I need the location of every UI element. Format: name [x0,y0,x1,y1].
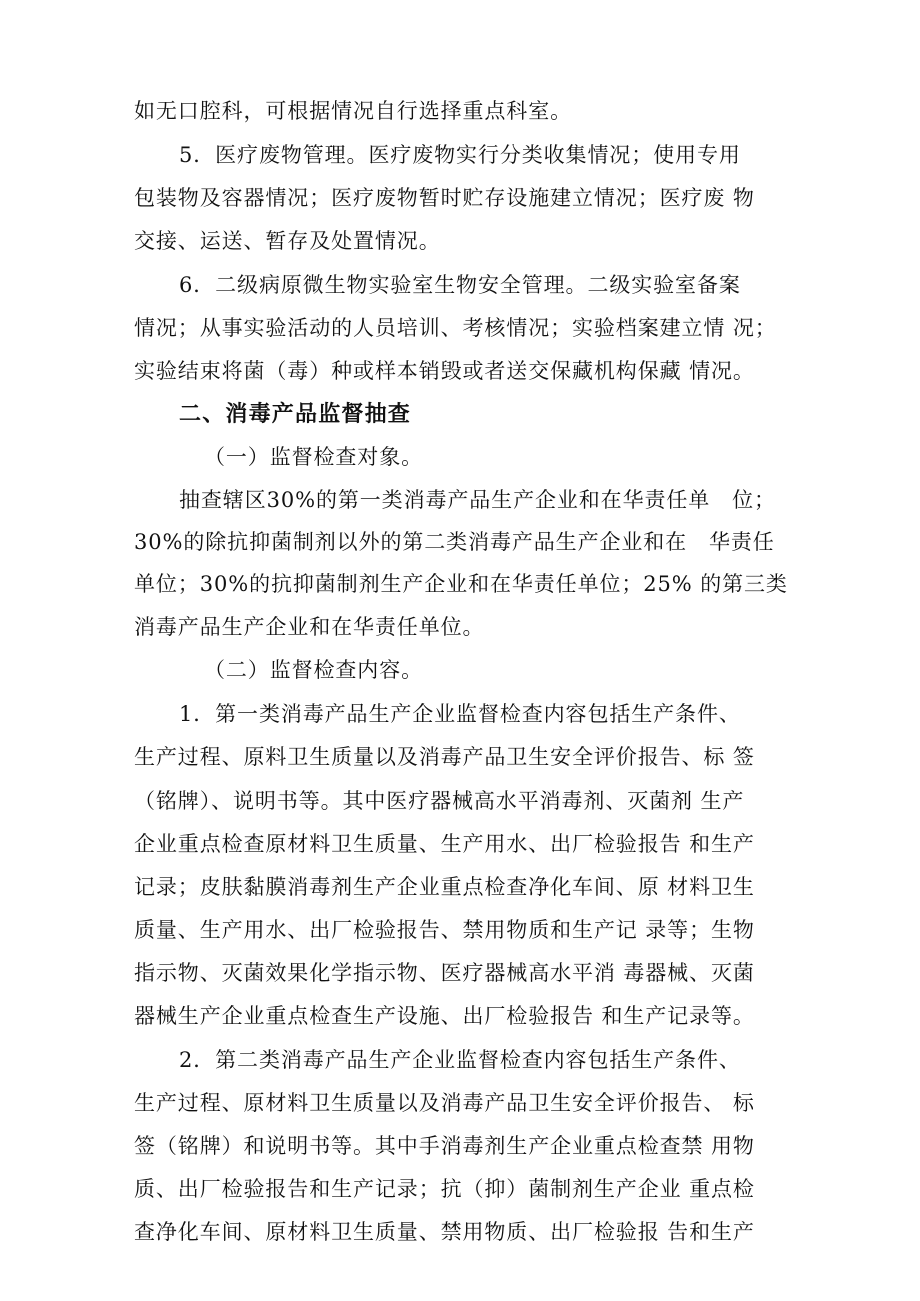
text-line: 查净化车间、原材料卫生质量、禁用物质、出厂检验报 告和生产 [134,1220,755,1244]
text-line: 单位；30%的抗抑菌制剂生产企业和在华责任单位；25% 的第三类 [134,572,788,596]
text-line: 质量、生产用水、出厂检验报告、禁用物质和生产记 录等；生物 [134,918,755,942]
text-line: 器械生产企业重点检查生产设施、出厂检验报告 和生产记录等。 [134,1004,755,1028]
text-line: 交接、运送、暂存及处置情况。 [134,229,441,253]
text-line: 消毒产品生产企业和在华责任单位。 [134,615,485,639]
subsection-heading: （二）监督检查内容。 [204,658,423,682]
text-line: 生产过程、原材料卫生质量以及消毒产品卫生安全评价报告、 标 [134,1091,755,1115]
text-line: 质、出厂检验报告和生产记录；抗（抑）菌制剂生产企业 重点检 [134,1177,755,1201]
text-line: 情况；从事实验活动的人员培训、考核情况；实验档案建立情 况； [134,316,777,340]
subsection-heading: （一）监督检查对象。 [204,445,423,469]
text-line: 签（铭牌）和说明书等。其中手消毒剂生产企业重点检查禁 用物 [134,1134,755,1158]
text-line: 企业重点检查原材料卫生质量、生产用水、出厂检验报告 和生产 [134,832,755,856]
text-line: 2．第二类消毒产品生产企业监督检查内容包括生产条件、 [179,1048,741,1072]
text-line: 如无口腔科，可根据情况自行选择重点科室。 [134,99,572,123]
text-line: 5．医疗废物管理。医疗废物实行分类收集情况；使用专用 [179,143,741,167]
text-line: 生产过程、原料卫生质量以及消毒产品卫生安全评价报告、标 签 [134,745,755,769]
section-heading: 二、消毒产品监督抽查 [179,402,412,427]
text-line: 抽查辖区30%的第一类消毒产品生产企业和在华责任单 位； [179,488,776,512]
text-line: 6．二级病原微生物实验室生物安全管理。二级实验室备案 [179,273,741,297]
text-line: 实验结束将菌（毒）种或样本销毁或者送交保藏机构保藏 情况。 [134,359,755,383]
text-line: 30%的除抗抑菌制剂以外的第二类消毒产品生产企业和在 华责任 [134,530,775,554]
text-line: （铭牌）、说明书等。其中医疗器械高水平消毒剂、灭菌剂 生产 [134,789,745,813]
text-line: 包装物及容器情况；医疗废物暂时贮存设施建立情况；医疗废 物 [134,186,755,210]
text-line: 指示物、灭菌效果化学指示物、医疗器械高水平消 毒器械、灭菌 [134,961,755,985]
text-line: 1．第一类消毒产品生产企业监督检查内容包括生产条件、 [179,702,741,726]
text-line: 记录；皮肤黏膜消毒剂生产企业重点检查净化车间、原 材料卫生 [134,875,755,899]
